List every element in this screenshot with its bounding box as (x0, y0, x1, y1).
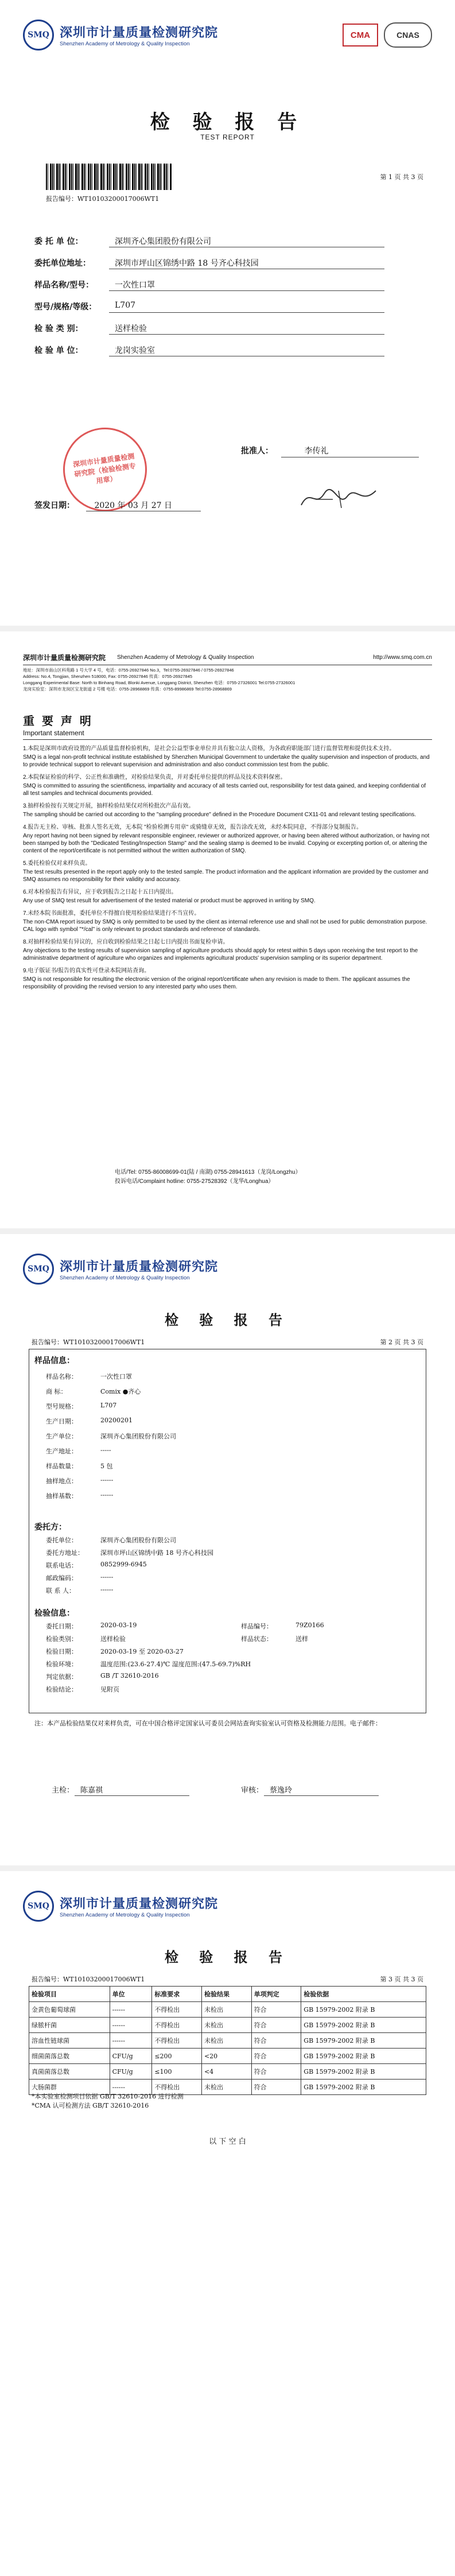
website-link[interactable]: http://www.smq.com.cn (373, 654, 432, 661)
report-number: 报告编号：WT10103200017006WT1 (32, 1976, 145, 1983)
header (23, 646, 432, 669)
table-cell: 符合 (251, 2033, 301, 2049)
info-value: 2020-03-19 (100, 1621, 137, 1629)
cover-field-label: 委托单位地址： (34, 259, 91, 268)
info-label: 检验结论： (46, 1686, 77, 1693)
table-cell: ≤200 (152, 2049, 202, 2064)
report-note: 注：本产品检验结果仅对来样负责，可在中国合格评定国家认可委员会网站查询实验室认可资格及检测能力范围。电子邮件： (34, 1720, 382, 1727)
address-line: Longgang Experimental Base: North to Binhang Road, Blonki Avenue, Longgang District, Shenzhen 电话：0755-27326001 Tel:0755-27326001 (23, 680, 295, 685)
info-label: 样品编号： (241, 1623, 273, 1630)
sign-date-label: 签发日期： (34, 501, 75, 510)
table-cell: CFU/g (110, 2049, 152, 2064)
contact-block (115, 1168, 301, 1186)
cover-field-row (34, 323, 147, 334)
results-table (29, 1986, 426, 2095)
org-logo-icon: SMQ (23, 1891, 54, 1922)
table-cell: 不得检出 (152, 2033, 202, 2049)
cover-field-label: 检 验 单 位： (34, 346, 83, 355)
info-label: 检验类别： (46, 1635, 77, 1643)
cover-field-label: 检 验 类 别： (34, 324, 83, 333)
table-cell: 未检出 (201, 2033, 251, 2049)
sign-date-value: 2020 年 03 月 27 日 (94, 501, 172, 510)
info-value: 5 包 (100, 1462, 113, 1470)
info-label: 邮政编码： (46, 1574, 77, 1582)
org-name-cn: 深圳市计量质量检测研究院 (60, 1896, 219, 1911)
org-name-en: Shenzhen Academy of Metrology & Quality Inspection (60, 1912, 190, 1918)
cover-field-row (34, 257, 259, 269)
org-name-en: Shenzhen Academy of Metrology & Quality Inspection (60, 1275, 190, 1281)
table-cell: CFU/g (110, 2064, 152, 2080)
statement-item: 3.抽样检验按有关规定开展，抽样检验结果仅对所检批次产品有效。 (23, 803, 195, 809)
table-cell: 溶血性链球菌 (29, 2033, 110, 2049)
page-counter: 第 3 页 共 3 页 (380, 1976, 423, 1983)
cover-field-label: 委 托 单 位： (34, 237, 83, 246)
sample-info-frame (29, 1349, 426, 1713)
info-value: 20200201 (100, 1417, 133, 1424)
report-title: 检 验 报 告 (164, 1949, 291, 1965)
results-table-body (29, 2002, 426, 2095)
info-value: ------ (100, 1573, 114, 1581)
table-cell: GB 15979-2002 附录 B (301, 2049, 426, 2064)
signer-underline (75, 1795, 189, 1796)
cover-field-row (34, 279, 155, 290)
info-value: 深圳市坪山区锦绣中路 18 号齐心科技园 (100, 1549, 213, 1557)
info-label: 样品名称： (46, 1373, 77, 1380)
info-label: 委托日期： (46, 1623, 77, 1630)
info-value: 送样检验 (100, 1635, 126, 1643)
contact-line: 投诉电话/Complaint hotline: 0755-27528392（龙华/Longhua） (115, 1178, 274, 1185)
contact-line: 电话/Tel: 0755-86008699-01(陆 / 南湖) 0755-28941613（龙岗/Longzhu） (115, 1169, 301, 1176)
client-section-title: 委托方： (34, 1523, 67, 1532)
table-row (29, 2049, 426, 2064)
field-underline (109, 290, 384, 291)
statement-item: Any use of SMQ test result for advertisement of the tested material or product must be approved in writing by SMQ. (23, 898, 316, 904)
field-underline (109, 312, 384, 313)
table-header-cell: 标准要求 (152, 1987, 202, 2002)
sign-date-row (34, 499, 172, 511)
info-value: 2020-03-19 至 2020-03-27 (100, 1648, 184, 1655)
info-value: 温度范围:(23.6-27.4)℃ 湿度范围:(47.5-69.7)%RH (100, 1661, 251, 1668)
org-name-cn: 深圳市计量质量检测研究院 (60, 1259, 219, 1274)
table-header-cell: 检验结果 (201, 1987, 251, 2002)
statement-list (23, 745, 432, 996)
inspection-stamp: 深圳市计量质量检测研究院（检验检测专用章） (58, 422, 153, 517)
table-header-cell: 检验项目 (29, 1987, 110, 2002)
table-row (29, 2064, 426, 2080)
cover-field-label: 样品名称/型号： (34, 281, 94, 290)
info-value: 送样 (295, 1635, 308, 1643)
org-logo-icon: SMQ (23, 20, 54, 51)
table-cell: ------ (110, 2002, 152, 2018)
report-title: 检 验 报 告 (150, 111, 305, 134)
address-line: 地址：深圳市南山区科苑路 1 号大学 4 号，电话：0755-26927846 No.3，Tel:0755-26927846 / 0755-26927846 (23, 668, 234, 673)
sample-info-page (0, 1234, 455, 1865)
statement-item: Any report having not been signed by relevant responsible engineer, reviewer or authorized approver, or having been altered without authorization, or having not been stamped by both the "Dedicated Testing/Inspection Stamp" and the sealing stamp is deemed to be invalid. Copying or excerpting portion of, or altering the content of the report/certificate is not permitted without the written authorization of SMQ. (23, 833, 430, 854)
approver-row (241, 445, 328, 456)
info-label: 委托单位： (46, 1537, 77, 1544)
info-label: 判定依据： (46, 1673, 77, 1681)
info-value: Comix ●齐心 (100, 1388, 141, 1395)
table-cell: ≤100 (152, 2064, 202, 2080)
info-value: 见附页 (100, 1686, 119, 1693)
org-name-cn: 深圳市计量质量检测研究院 (60, 25, 219, 40)
signer-name: 陈嘉祺 (80, 1786, 103, 1795)
table-cell: GB 15979-2002 附录 B (301, 2002, 426, 2018)
table-cell: 大肠菌群 (29, 2080, 110, 2095)
org-name-cn: 深圳市计量质量检测研究院 (23, 653, 106, 662)
info-label: 抽样基数： (46, 1492, 77, 1500)
end-marker: 以 下 空 白 (209, 2137, 246, 2146)
info-label: 检验环境： (46, 1661, 77, 1668)
cover-field-value: 深圳齐心集团股份有限公司 (115, 237, 211, 246)
table-cell: 真菌菌落总数 (29, 2064, 110, 2080)
info-value: 一次性口罩 (100, 1373, 132, 1380)
table-cell: 未检出 (201, 2080, 251, 2095)
header (23, 17, 432, 53)
table-cell: 不得检出 (152, 2018, 202, 2033)
barcode-icon (46, 164, 172, 190)
info-value: 79Z0166 (295, 1621, 324, 1629)
page-counter: 第 2 页 共 3 页 (380, 1339, 423, 1346)
info-value: ------ (100, 1476, 114, 1484)
results-note: *CMA 认可检测方法 GB/T 32610-2016 (32, 2102, 149, 2109)
cover-field-label: 型号/规格/等级： (34, 302, 97, 312)
report-cover-page (0, 0, 455, 626)
info-value: 0852999-6945 (100, 1561, 147, 1568)
statement-item: The test results presented in the report apply only to the tested sample. The product information and the applicant information are provided by the customer and SMQ assumes no responsibility for their validity and accuracy. (23, 869, 429, 883)
table-cell: 细菌菌落总数 (29, 2049, 110, 2064)
cover-field-value: L707 (115, 301, 136, 310)
statement-item: SMQ is a legal non-profit technical institute established by Shenzhen Municipal Government to undertake the quality supervision and inspection of products, and to provide technical support to relevant supervision and administration and also conduct commission test from the public. (23, 754, 430, 768)
test-section-title: 检验信息： (34, 1609, 75, 1618)
statement-item: 5.委托检验仅对来样负责。 (23, 860, 91, 867)
statement-item: 9.电子版证书/报告的真实性可登录本院网站查询。 (23, 968, 150, 974)
field-underline (109, 334, 384, 335)
approver-name: 李传礼 (304, 447, 329, 456)
info-value: 深圳齐心集团股份有限公司 (100, 1433, 176, 1440)
statement-page (0, 631, 455, 1228)
cover-field-row (34, 301, 136, 312)
signer-role: 审核： (241, 1786, 264, 1795)
table-cell: ------ (110, 2033, 152, 2049)
table-cell: 未检出 (201, 2018, 251, 2033)
table-cell: <4 (201, 2064, 251, 2080)
address-block (23, 667, 432, 692)
statement-item: The sampling should be carried out according to the "sampling procedure" defined in the Procedure Document CX11-01 and relevant testing specifications. (23, 812, 417, 818)
table-cell: ------ (110, 2080, 152, 2095)
table-cell: 未检出 (201, 2002, 251, 2018)
report-title: 检 验 报 告 (164, 1312, 291, 1328)
header (23, 1888, 432, 1924)
page-counter: 第 1 页 共 3 页 (380, 173, 423, 181)
statement-item: SMQ is committed to assuring the scientificness, impartiality and accuracy of all tests carried out, responsibility for test data gained, and keeping confidential of all test samples and technical documents provided. (23, 783, 426, 797)
info-value: ----- (100, 1446, 111, 1454)
table-cell: GB 15979-2002 附录 B (301, 2064, 426, 2080)
statement-item: The non-CMA report issued by SMQ is only permitted to be used by the client as internal reference use and shall not be used for public demonstration purpose. CAL logo with symbol "*/cal" is only relevant to product standards and reference of standards. (23, 919, 427, 933)
results-table-header (29, 1987, 426, 2002)
info-label: 样品状态： (241, 1635, 273, 1643)
cover-field-value: 龙岗实验室 (115, 346, 155, 355)
results-page (0, 1871, 455, 2576)
cover-field-value: 深圳市坪山区锦绣中路 18 号齐心科技园 (115, 259, 259, 268)
cover-field-value: 送样检验 (115, 324, 147, 333)
signer-role: 主检： (52, 1786, 75, 1795)
info-label: 商 标： (46, 1388, 67, 1395)
table-cell: 绿脓杆菌 (29, 2018, 110, 2033)
approver-label: 批准人： (241, 447, 273, 456)
cover-field-row (34, 235, 211, 247)
statement-item: 6.对本检验报告有异议，应于收到报告之日起十五日内提出。 (23, 889, 177, 895)
table-cell: 符合 (251, 2049, 301, 2064)
org-name-en: Shenzhen Academy of Metrology & Quality Inspection (60, 41, 190, 47)
statement-heading: 重 要 声 明 (23, 714, 93, 728)
table-row (29, 2002, 426, 2018)
info-label: 联 系 人： (46, 1587, 75, 1595)
table-cell: ------ (110, 2018, 152, 2033)
statement-item: 8.对抽样检验结果有异议的，应自收到检验结果之日起七日内提出书面复检申请。 (23, 939, 229, 945)
table-cell: 不得检出 (152, 2002, 202, 2018)
table-cell: 符合 (251, 2080, 301, 2095)
table-row (29, 2018, 426, 2033)
info-value: GB /T 32610-2016 (100, 1672, 159, 1679)
cnas-badge-icon: CNAS (384, 22, 432, 48)
table-cell: 不得检出 (152, 2080, 202, 2095)
report-number: 报告编号：WT10103200017006WT1 (32, 1339, 145, 1346)
cover-field-value: 一次性口罩 (115, 281, 155, 290)
info-label: 型号规格： (46, 1403, 77, 1410)
cover-field-row (34, 344, 155, 356)
table-header-cell: 单项判定 (251, 1987, 301, 2002)
statement-item: SMQ is not responsible for resulting the electronic version of the original report/certificate when any revision is made to them. The applicant assumes the responsibility of providing the revised version to any interested party who uses them. (23, 976, 410, 990)
info-label: 生产单位： (46, 1433, 77, 1440)
table-header-cell: 检验依据 (301, 1987, 426, 2002)
sample-section-title: 样品信息： (34, 1356, 75, 1365)
table-cell: GB 15979-2002 附录 B (301, 2080, 426, 2095)
report-number: 报告编号：WT10103200017006WT1 (46, 195, 160, 203)
signer-underline (264, 1795, 379, 1796)
info-label: 生产地址： (46, 1448, 77, 1455)
statement-heading-en: Important statement (23, 729, 84, 737)
table-cell: GB 15979-2002 附录 B (301, 2033, 426, 2049)
info-label: 生产日期： (46, 1418, 77, 1425)
table-header-cell: 单位 (110, 1987, 152, 2002)
table-cell: 符合 (251, 2018, 301, 2033)
table-cell: GB 15979-2002 附录 B (301, 2018, 426, 2033)
info-label: 检验日期： (46, 1648, 77, 1655)
header (23, 1251, 432, 1287)
info-value: ------ (100, 1586, 114, 1593)
statement-item: 4.报告无主检、审核、批准人签名无效，无本院 "检验检测专用章" 或骑缝章无效，报告涂改无效，未经本院同意，不得部分复制报告。 (23, 824, 362, 831)
table-cell: 符合 (251, 2002, 301, 2018)
info-value: L707 (100, 1402, 117, 1409)
statement-item: 7.未经本院书面批准，委托单位不得擅自使用检验结果进行不当宣传。 (23, 910, 200, 917)
signer-name: 蔡逸玲 (270, 1786, 293, 1795)
org-name-en: Shenzhen Academy of Metrology & Quality Inspection (117, 654, 254, 661)
statement-item: 1.本院是深圳市政府设置的产品质量监督检验机构，是社会公益型事业单位并具有独立法人资格，为各政府职能部门进行监督管理和提供技术支持。 (23, 746, 395, 752)
address-line: 龙岗实验室：深圳市龙岗区宝龙街道 2 号楼 电话：0755-28968869 传真：0755-89986869 Tel:0755-28968869 (23, 686, 232, 692)
statement-item: Any objections to the testing results of supervision sampling of agriculture products should apply for retest within 5 days upon receiving the test report to the administrative department of agriculture who organizes and implements agricultural products' supervision sampling or its superior department. (23, 948, 418, 961)
report-subtitle: TEST REPORT (200, 133, 255, 141)
org-logo-icon: SMQ (23, 1254, 54, 1285)
address-line: Address: No.4, Tongjian, Shenzhen 518000, Fax: 0755-26927846 传真：0755-26927845 (23, 674, 193, 679)
info-label: 抽样地点： (46, 1477, 77, 1485)
table-cell: <20 (201, 2049, 251, 2064)
info-label: 委托方地址： (46, 1549, 84, 1557)
info-value: 深圳齐心集团股份有限公司 (100, 1537, 176, 1544)
info-value: ------ (100, 1491, 114, 1499)
results-note: *本实验室检测项目依据 GB/T 32610-2016 进行检测 (32, 2093, 184, 2100)
table-row (29, 2033, 426, 2049)
approver-signature (298, 485, 379, 514)
table-cell: 符合 (251, 2064, 301, 2080)
info-label: 样品数量： (46, 1462, 77, 1470)
statement-item: 2.本院保证检验的科学、公正性和准确性，对检验结果负责，并对委托单位提供的样品及技术资料保密。 (23, 774, 286, 781)
results-notes (32, 2092, 184, 2111)
table-cell: 金黄色葡萄球菌 (29, 2002, 110, 2018)
cma-badge-icon: CMA (343, 24, 378, 46)
info-label: 联系电话： (46, 1562, 77, 1569)
